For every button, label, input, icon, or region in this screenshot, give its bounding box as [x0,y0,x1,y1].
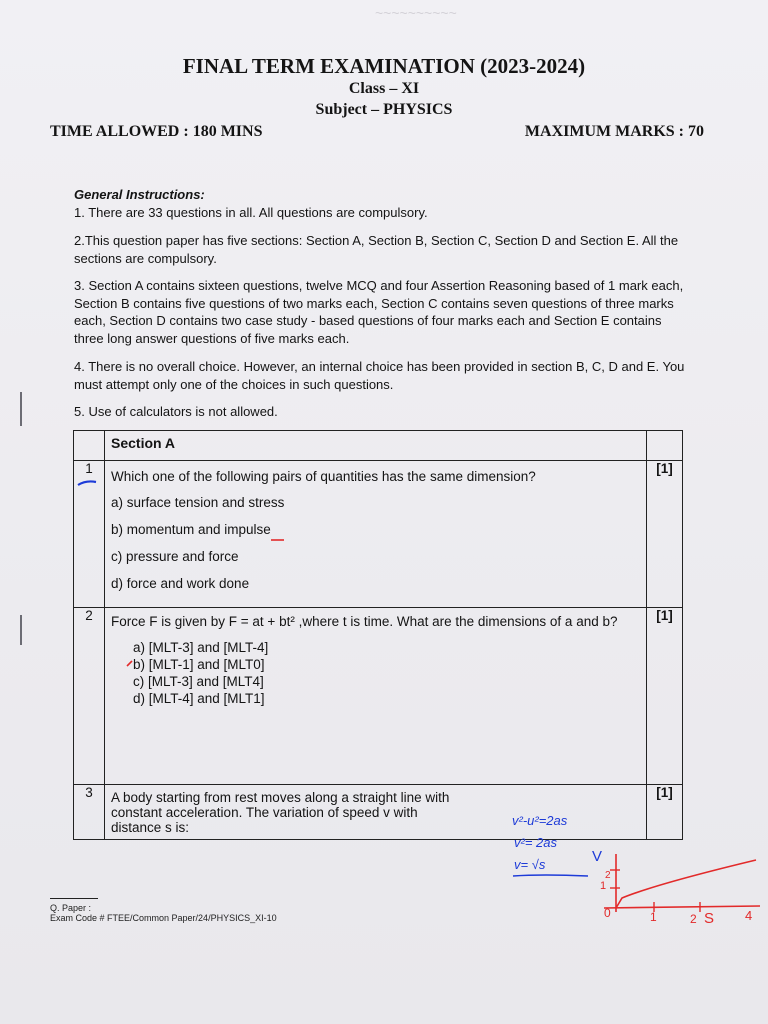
handwritten-equation: v= √s [514,857,546,872]
instruction-item: 3. Section A contains sixteen questions, twelve MCQ and four Assertion Reasoning based of 1 mark each, Section B contains five questions of two marks each, Section C contains seven questions of three marks each, Section D contains two case study - based questions of four marks each and Section E contains three long answer questions of five marks each. [74,278,684,346]
option-a: a) surface tension and stress [111,495,285,510]
question-body [105,608,647,785]
blank-cell [74,431,105,461]
question-row [74,785,683,840]
handwritten-tick-label: 4 [745,908,753,923]
instructions-heading: General Instructions: [74,187,205,202]
handwritten-tick-label: 1 [600,880,607,892]
option-c: c) pressure and force [111,549,239,564]
question-text: Force F is given by F = at + bt² ,where t is time. What are the dimensions of a and b? [111,614,618,629]
question-body [105,461,647,608]
option-b: b) momentum and impulse [111,522,271,537]
option-b: b) [MLT-1] and [MLT0] [133,657,265,672]
exam-title: FINAL TERM EXAMINATION (2023-2024) [182,54,586,78]
question-row [74,461,683,608]
handwritten-axis-label: S [704,910,715,927]
time-allowed: TIME ALLOWED : 180 MINS [50,123,263,140]
pen-dot-mark [126,660,134,668]
question-row [74,608,683,785]
instruction-item: 5. Use of calculators is not allowed. [74,404,278,419]
instruction-item: 4. There is no overall choice. However, an internal choice has been provided in section B, C, D and E. You must attempt only one of the choices in such questions. [74,359,685,392]
option-d: d) [MLT-4] and [MLT1] [133,691,265,706]
question-number: 2 [74,608,105,785]
exam-class: Class – XI [348,80,420,97]
question-marks: [1] [647,785,683,840]
question-marks: [1] [647,461,683,608]
question-text: A body starting from rest moves along a straight line with constant acceleration. The variation of speed v with distance s is: [111,790,450,835]
handwritten-equation: v²= 2as [514,835,557,850]
instruction-item: 1. There are 33 questions in all. All questions are compulsory. [74,205,428,220]
handwritten-graph [596,848,764,932]
footer-rule [50,898,98,899]
footer-paper-label: Q. Paper : [50,903,92,913]
instruction-item: 2.This question paper has five sections: Section A, Section B, Section C, Section D and Section E. All the sections are compulsory. [74,233,679,266]
question-number: 3 [74,785,105,840]
pen-underline-mark [512,873,592,879]
handwritten-equation: v²-u²=2as [512,813,568,828]
maximum-marks: MAXIMUM MARKS : 70 [524,123,704,140]
blank-cell [647,431,683,461]
question-number: 1 [74,461,105,608]
margin-mark [20,615,22,645]
section-title-cell [105,431,647,461]
bleed-through-decoration: ~~~~~~~~~~ [375,5,457,21]
handwritten-axis-label: V [592,848,603,865]
section-title: Section A [111,435,176,451]
question-text: Which one of the following pairs of quantities has the same dimension? [111,469,536,484]
handwritten-tick-label: 0 [604,906,611,920]
option-d: d) force and work done [111,576,250,591]
section-header-row [74,431,683,461]
footer-exam-code: Exam Code # FTEE/Common Paper/24/PHYSICS_XI-10 [50,913,277,923]
handwritten-tick-label: 2 [605,870,611,881]
option-a: a) [MLT-3] and [MLT-4] [133,640,269,655]
handwritten-tick-label: 2 [690,912,697,926]
question-body [105,785,647,840]
margin-mark [20,392,22,426]
question-marks: [1] [647,608,683,785]
handwritten-tick-label: 1 [650,910,657,924]
questions-table [73,430,683,840]
option-c: c) [MLT-3] and [MLT4] [133,674,264,689]
pen-underline-mark [76,478,98,488]
exam-subject: Subject – PHYSICS [315,101,453,118]
pen-tick-mark [270,537,286,543]
